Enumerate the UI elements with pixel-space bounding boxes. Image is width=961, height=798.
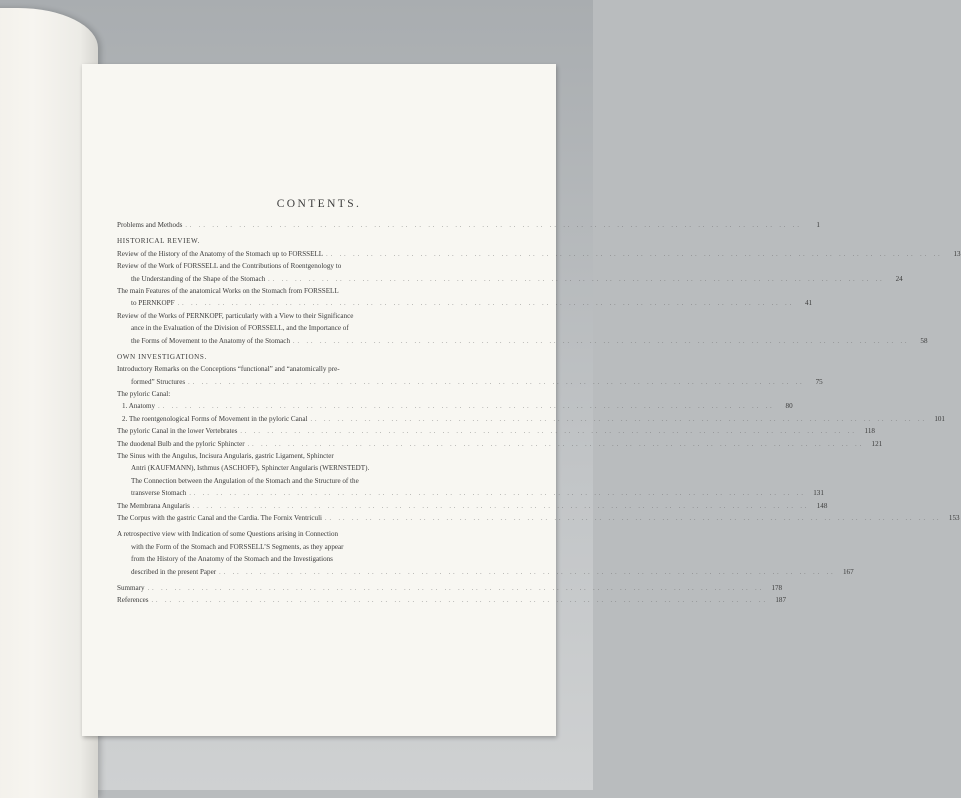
toc-leader-dots: .. .. .. .. .. .. .. .. .. .. .. .. .. .. .. .. .. .. .. .. .. .. .. .. .. .. .. .. .. .. .. .. .. .. .. .. .. .. .. .. .. .. .. .. .. .. bbox=[326, 251, 943, 258]
toc-entry-text: from the History of the Anatomy of the Stomach and the Investigations bbox=[131, 555, 333, 564]
toc-entry-text: HISTORICAL REVIEW. bbox=[117, 237, 201, 246]
toc-entry bbox=[117, 335, 928, 347]
toc-leader-dots: .. .. .. .. .. .. .. .. .. .. .. .. .. .. .. .. .. .. .. .. .. .. .. .. .. .. .. .. .. .. .. .. .. .. .. .. .. .. .. .. .. .. .. .. .. .. bbox=[151, 598, 769, 605]
toc-entry bbox=[117, 413, 945, 425]
toc-page-number: 148 bbox=[816, 501, 828, 510]
toc-entry bbox=[117, 528, 532, 540]
toc-entry-text: with the Form of the Stomach and FORSSELL’S Segments, as they appear bbox=[131, 542, 344, 551]
toc-page-number: 1 bbox=[816, 221, 820, 229]
toc-entry bbox=[117, 285, 532, 297]
toc-entry-text: Summary bbox=[117, 583, 145, 592]
toc-entry-text: References bbox=[117, 596, 149, 605]
toc-leader-dots: .. .. .. .. .. .. .. .. .. .. .. .. .. .. .. .. .. .. .. .. .. .. .. .. .. .. .. .. .. .. .. .. .. .. .. .. .. .. .. .. .. .. .. .. .. .. bbox=[293, 338, 910, 345]
toc-entry-text: The Sinus with the Angulus, Incisura Angularis, gastric Ligament, Sphincter bbox=[117, 452, 334, 461]
toc-leader-dots: .. .. .. .. .. .. .. .. .. .. .. .. .. .. .. .. .. .. .. .. .. .. .. .. .. .. .. .. .. .. .. .. .. .. .. .. .. .. .. .. .. .. .. .. .. .. bbox=[189, 491, 806, 498]
toc-page-number: 167 bbox=[842, 567, 854, 576]
toc-leader-dots: .. .. .. .. .. .. .. .. .. .. .. .. .. .. .. .. .. .. .. .. .. .. .. .. .. .. .. .. .. .. .. .. .. .. .. .. .. .. .. .. .. .. .. .. .. .. bbox=[268, 276, 885, 283]
toc-entry-text: The pyloric Canal in the lower Vertebrates bbox=[117, 427, 238, 436]
toc-entry bbox=[117, 541, 532, 553]
toc-leader-dots: .. .. .. .. .. .. .. .. .. .. .. .. .. .. .. .. .. .. .. .. .. .. .. .. .. .. .. .. .. .. .. .. .. .. .. .. .. .. .. .. .. .. .. .. .. .. bbox=[192, 503, 810, 510]
toc-entry-text: the Forms of Movement to the Anatomy of the Stomach bbox=[131, 336, 290, 345]
toc-page-number: 24 bbox=[895, 274, 903, 283]
toc-entry bbox=[117, 376, 823, 388]
toc-page-number: 13 bbox=[953, 249, 961, 258]
toc-entry bbox=[117, 297, 813, 309]
toc-leader-dots: .. .. .. .. .. .. .. .. .. .. .. .. .. .. .. .. .. .. .. .. .. .. .. .. .. .. .. .. .. .. .. .. .. .. .. .. .. .. .. .. .. .. .. .. .. .. bbox=[240, 429, 857, 436]
toc-page-number: 41 bbox=[804, 299, 813, 308]
toc-entry-text: ance in the Evaluation of the Division of FORSSELL, and the Importance of bbox=[131, 324, 349, 333]
toc-page-number: 80 bbox=[785, 402, 793, 411]
toc-page-number: 58 bbox=[920, 336, 928, 345]
toc-entry bbox=[117, 219, 820, 231]
toc-entry-text: The Membrana Angularis bbox=[117, 501, 190, 510]
toc-page-number: 101 bbox=[934, 414, 945, 423]
toc-entry-text: transverse Stomach bbox=[131, 489, 187, 498]
toc-leader-dots: .. .. .. .. .. .. .. .. .. .. .. .. .. .. .. .. .. .. .. .. .. .. .. .. .. .. .. .. .. .. .. .. .. .. .. .. .. .. .. .. .. .. .. .. .. .. bbox=[158, 404, 775, 411]
toc-entry bbox=[117, 500, 828, 512]
table-of-contents bbox=[117, 219, 961, 607]
toc-entry-text: Problems and Methods bbox=[117, 221, 183, 229]
toc-entry-text: 1. Anatomy bbox=[122, 402, 156, 411]
toc-entry-text: Introductory Remarks on the Conceptions “functional” and “anatomically pre- bbox=[117, 365, 340, 374]
toc-entry bbox=[117, 363, 532, 375]
toc-entry-text: The Corpus with the gastric Canal and the Cardia. The Fornix Ventriculi bbox=[117, 513, 323, 522]
toc-entry-text: The main Features of the anatomical Works on the Stomach from FORSSELL bbox=[117, 286, 339, 295]
toc-entry bbox=[117, 487, 824, 499]
toc-entry bbox=[117, 248, 961, 260]
toc-entry bbox=[117, 475, 532, 487]
toc-entry-text: formed” Structures bbox=[131, 377, 186, 386]
toc-entry-text: the Understanding of the Shape of the Stomach bbox=[131, 274, 266, 283]
toc-page-number: 131 bbox=[813, 489, 824, 498]
toc-page-number: 118 bbox=[864, 427, 875, 436]
toc-entry-text: described in the present Paper bbox=[131, 567, 217, 576]
toc-entry bbox=[117, 553, 532, 565]
toc-leader-dots: .. .. .. .. .. .. .. .. .. .. .. .. .. .. .. .. .. .. .. .. .. .. .. .. .. .. .. .. .. .. .. .. .. .. .. .. .. .. .. .. .. .. .. .. .. .. bbox=[310, 416, 927, 423]
toc-entry-text: The Connection between the Angulation of the Stomach and the Structure of the bbox=[131, 476, 359, 485]
toc-entry bbox=[117, 438, 883, 450]
toc-leader-dots: .. .. .. .. .. .. .. .. .. .. .. .. .. .. .. .. .. .. .. .. .. .. .. .. .. .. .. .. .. .. .. .. .. .. .. .. .. .. .. .. .. .. .. .. .. .. bbox=[147, 585, 765, 592]
toc-entry bbox=[117, 512, 960, 524]
toc-entry bbox=[117, 388, 532, 400]
toc-leader-dots: .. .. .. .. .. .. .. .. .. .. .. .. .. .. .. .. .. .. .. .. .. .. .. .. .. .. .. .. .. .. .. .. .. .. .. .. .. .. .. .. .. .. .. .. .. .. bbox=[325, 515, 942, 522]
toc-entry bbox=[117, 450, 532, 462]
toc-entry bbox=[117, 273, 903, 285]
toc-entry-text: Antri (KAUFMANN), Isthmus (ASCHOFF), Sphincter Angularis (WERNSTEDT). bbox=[131, 464, 370, 473]
toc-entry-text: OWN INVESTIGATIONS. bbox=[117, 352, 207, 361]
toc-entry bbox=[117, 462, 532, 474]
toc-entry bbox=[117, 322, 532, 334]
page-title: CONTENTS. bbox=[276, 198, 362, 210]
toc-page-number: 187 bbox=[775, 596, 787, 605]
toc-page-number: 153 bbox=[948, 513, 960, 522]
toc-entry-text: The duodenal Bulb and the pyloric Sphincter bbox=[117, 439, 245, 448]
toc-entry-text: to PERNKOPF bbox=[131, 299, 175, 308]
toc-section-heading bbox=[117, 235, 532, 247]
toc-entry-text: Review of the Works of PERNKOPF, particularly with a View to their Significance bbox=[117, 311, 354, 320]
toc-entry bbox=[117, 594, 787, 606]
toc-entry-text: The pyloric Canal: bbox=[117, 390, 171, 399]
toc-entry bbox=[117, 566, 854, 578]
toc-entry bbox=[117, 425, 875, 437]
toc-entry-text: Review of the Work of FORSSELL and the Contributions of Roentgenology to bbox=[117, 262, 342, 271]
toc-leader-dots: .. .. .. .. .. .. .. .. .. .. .. .. .. .. .. .. .. .. .. .. .. .. .. .. .. .. .. .. .. .. .. .. .. .. .. .. .. .. .. .. .. .. .. .. .. .. bbox=[185, 223, 802, 229]
toc-page-number: 178 bbox=[771, 583, 783, 592]
toc-entry bbox=[117, 582, 783, 594]
toc-entry bbox=[117, 260, 532, 272]
toc-entry-text: Review of the History of the Anatomy of the Stomach up to FORSSELL bbox=[117, 249, 324, 258]
toc-entry-text: A retrospective view with Indication of some Questions arising in Connection bbox=[117, 530, 339, 539]
toc-leader-dots: .. .. .. .. .. .. .. .. .. .. .. .. .. .. .. .. .. .. .. .. .. .. .. .. .. .. .. .. .. .. .. .. .. .. .. .. .. .. .. .. .. .. .. .. .. .. bbox=[188, 379, 805, 386]
toc-section-heading bbox=[117, 351, 532, 363]
toc-entry bbox=[117, 310, 532, 322]
toc-leader-dots: .. .. .. .. .. .. .. .. .. .. .. .. .. .. .. .. .. .. .. .. .. .. .. .. .. .. .. .. .. .. .. .. .. .. .. .. .. .. .. .. .. .. .. .. .. .. bbox=[177, 301, 795, 308]
toc-page-number: 75 bbox=[815, 377, 823, 386]
toc-leader-dots: .. .. .. .. .. .. .. .. .. .. .. .. .. .. .. .. .. .. .. .. .. .. .. .. .. .. .. .. .. .. .. .. .. .. .. .. .. .. .. .. .. .. .. .. .. .. bbox=[247, 441, 865, 448]
toc-entry-text: 2. The roentgenological Forms of Movement in the pyloric Canal bbox=[122, 414, 308, 423]
toc-page-number: 121 bbox=[871, 439, 883, 448]
toc-entry bbox=[117, 400, 793, 412]
contents-page bbox=[82, 64, 961, 736]
toc-leader-dots: .. .. .. .. .. .. .. .. .. .. .. .. .. .. .. .. .. .. .. .. .. .. .. .. .. .. .. .. .. .. .. .. .. .. .. .. .. .. .. .. .. .. .. .. .. .. bbox=[219, 569, 836, 576]
